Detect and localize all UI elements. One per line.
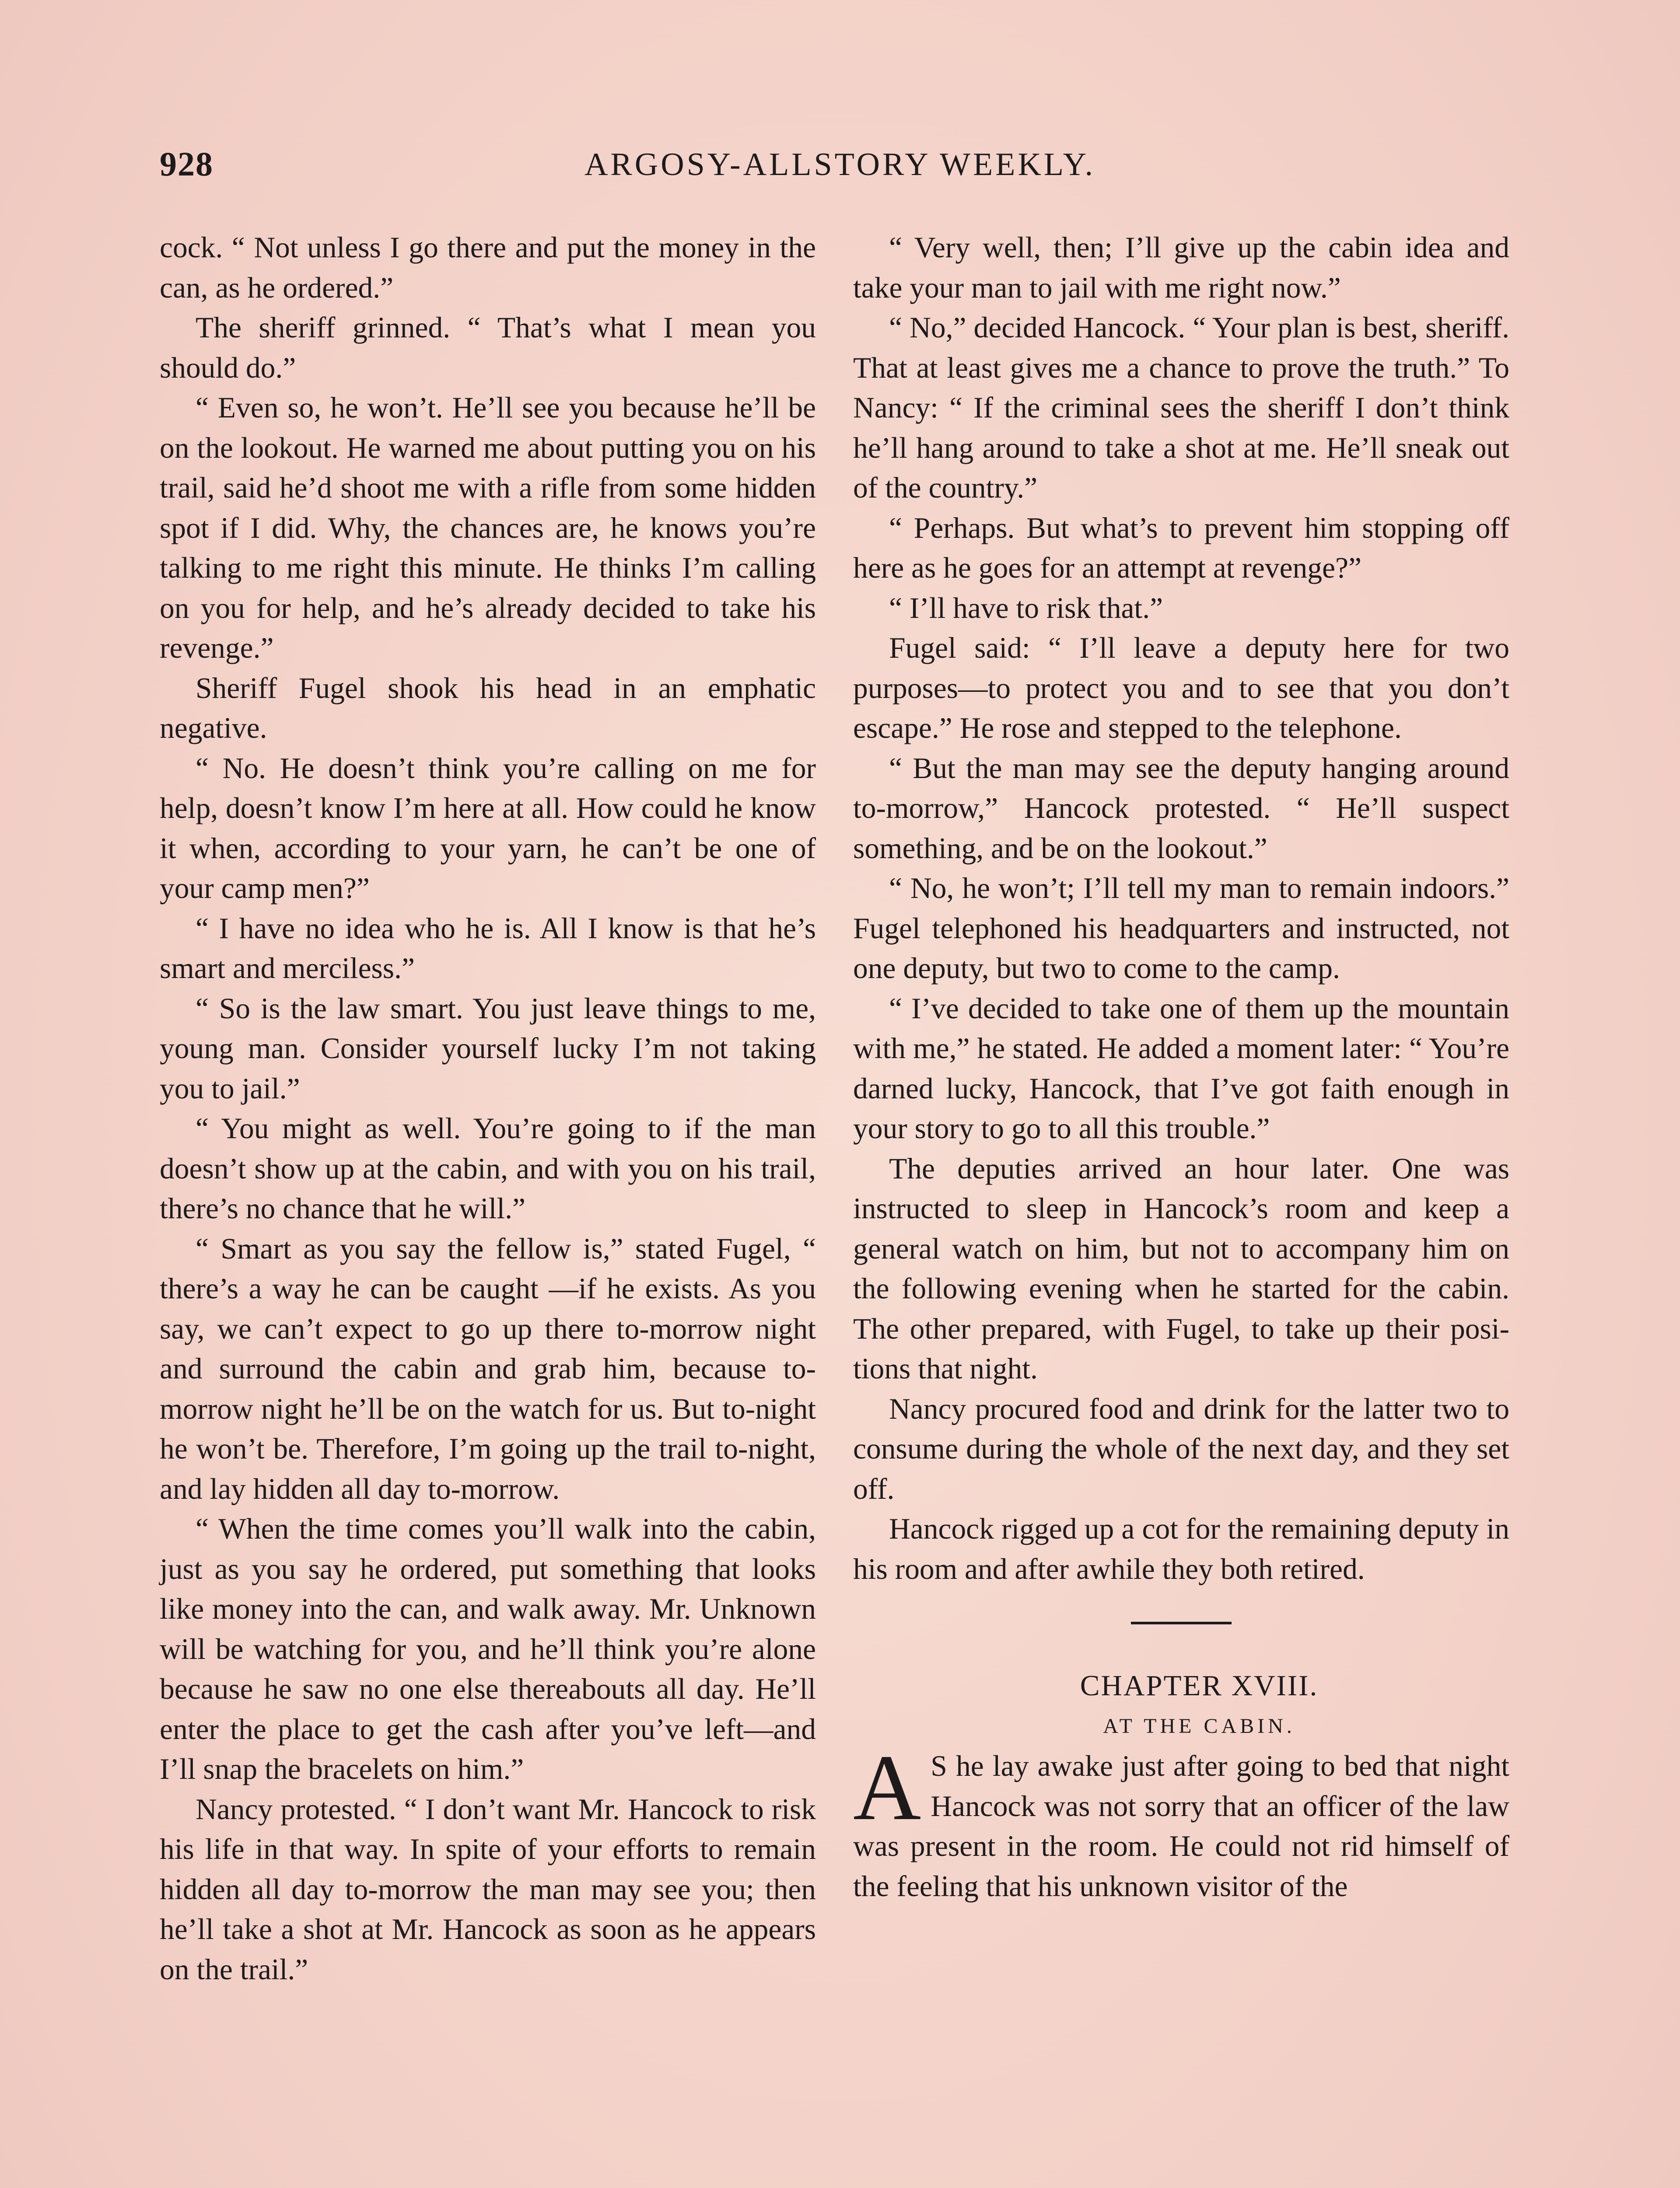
running-title: ARGOSY-ALLSTORY WEEKLY.: [584, 147, 1096, 182]
paragraph: Nancy protested. “ I don’t want Mr. Hancock to risk his life in that way. In spite of your efforts to remain hidden all day to-morrow the man may see you; then he’ll take a shot at Mr. Hancock as soon as he appears on the trail.”: [160, 1792, 816, 1986]
chapter-opening-text: S he lay awake just after going to bed that night Hancock was not sorry that an officer of the law was present in the room. He could not rid himself of the feeling that his unknown visitor of the: [853, 1750, 1509, 1903]
paragraph: “ You might as well. You’re going to if the man doesn’t show up at the cabin, and with you on his trail, there’s no chance that he will.”: [160, 1112, 816, 1225]
paragraph: “ Perhaps. But what’s to prevent him stopping off here as he goes for an attempt at revenge?”: [853, 511, 1509, 584]
chapter-title: CHAPTER XVIII.: [1080, 1669, 1319, 1702]
paragraph: “ But the man may see the deputy hanging around to-morrow,” Hancock protested. “ He’ll suspect something, and be on the lookout.”: [853, 751, 1509, 865]
paragraph: “ No,” decided Hancock. “ Your plan is best, sheriff. That at least gives me a chance to prove the truth.” To Nancy: “ If the criminal sees the sheriff I don’t think he’ll hang around to take a shot at me. He’ll sneak out of the country.”: [853, 311, 1509, 504]
paragraph: “ No, he won’t; I’ll tell my man to remain indoors.” Fugel telephoned his headquarters and instructed, not one deputy, but two to come to the camp.: [853, 872, 1509, 985]
paragraph: “ When the time comes you’ll walk into the cabin, just as you say he ordered, put something that looks like money into the can, and walk away. Mr. Unknown will be watching for you, and he’ll think you’re alone because he saw no one else thereabouts all day. He’ll enter the place to get the cash after you’ve left—and I’ll snap the bracelets on him.”: [160, 1512, 816, 1785]
paragraph: “ I’ve decided to take one of them up the mountain with me,” he stated. He added a moment later: “ You’re darned lucky, Hancock, that I’ve got faith enough in your story to go to all this trouble.”: [853, 992, 1509, 1145]
paragraph: “ Very well, then; I’ll give up the cabin idea and take your man to jail with me right now.”: [853, 231, 1509, 304]
paragraph: “ I have no idea who he is. All I know is that he’s smart and merciless.”: [160, 912, 816, 985]
section-divider: [1131, 1622, 1232, 1624]
left-column: [160, 228, 816, 2188]
drop-cap: A: [853, 1735, 921, 1840]
paragraph: “ I’ll have to risk that.”: [889, 591, 1163, 624]
chapter-opening-paragraph: [853, 1735, 1509, 1906]
right-column: [853, 228, 1509, 2188]
paragraph: “ No. He doesn’t think you’re calling on me for help, doesn’t know I’m here at all. How could he know it when, according to your yarn, he can’t be one of your camp men?”: [160, 751, 816, 905]
paragraph: “ Even so, he won’t. He’ll see you because he’ll be on the lookout. He warned me about putting you on his trail, said he’d shoot me with a rifle from some hidden spot if I did. Why, the chances are, he knows you’re talking to me right this minute. He thinks I’m calling on you for help, and he’s already decided to take his revenge.”: [160, 391, 816, 664]
paragraph: Sheriff Fugel shook his head in an emphatic negative.: [160, 671, 816, 744]
page-number: 928: [160, 145, 214, 183]
page-header: [160, 144, 1520, 193]
paragraph: “ So is the law smart. You just leave things to me, young man. Consider yourself lucky I’m not taking you to jail.”: [160, 992, 816, 1105]
paragraph: Fugel said: “ I’ll leave a deputy here for two purposes—to protect you and to see that you don’t escape.” He rose and stepped to the telephone.: [853, 631, 1509, 744]
chapter-subtitle: AT THE CABIN.: [1103, 1714, 1295, 1738]
paragraph: The sheriff grinned. “ That’s what I mean you should do.”: [160, 311, 816, 384]
paragraph: Hancock rigged up a cot for the remaining deputy in his room and after awhile they both retired.: [853, 1512, 1509, 1585]
paragraph: “ Smart as you say the fellow is,” stated Fugel, “ there’s a way he can be caught —if he exists. As you say, we can’t expect to go up there to-morrow night and surround the cabin and grab him, because to-morrow night he’ll be on the watch for us. But to-night he won’t be. Therefore, I’m going up the trail to-night, and lay hidden all day to-morrow.: [160, 1232, 816, 1505]
paragraph: Nancy procured food and drink for the latter two to consume during the whole of the next day, and they set off.: [853, 1392, 1509, 1505]
paragraph: The deputies arrived an hour later. One was instructed to sleep in Hancock’s room and keep a general watch on him, but not to accompany him on the following evening when he started for the cabin. The other prepared, with Fugel, to take up their positions that night.: [853, 1152, 1509, 1385]
paragraph: cock. “ Not unless I go there and put the money in the can, as he ordered.”: [160, 231, 816, 304]
